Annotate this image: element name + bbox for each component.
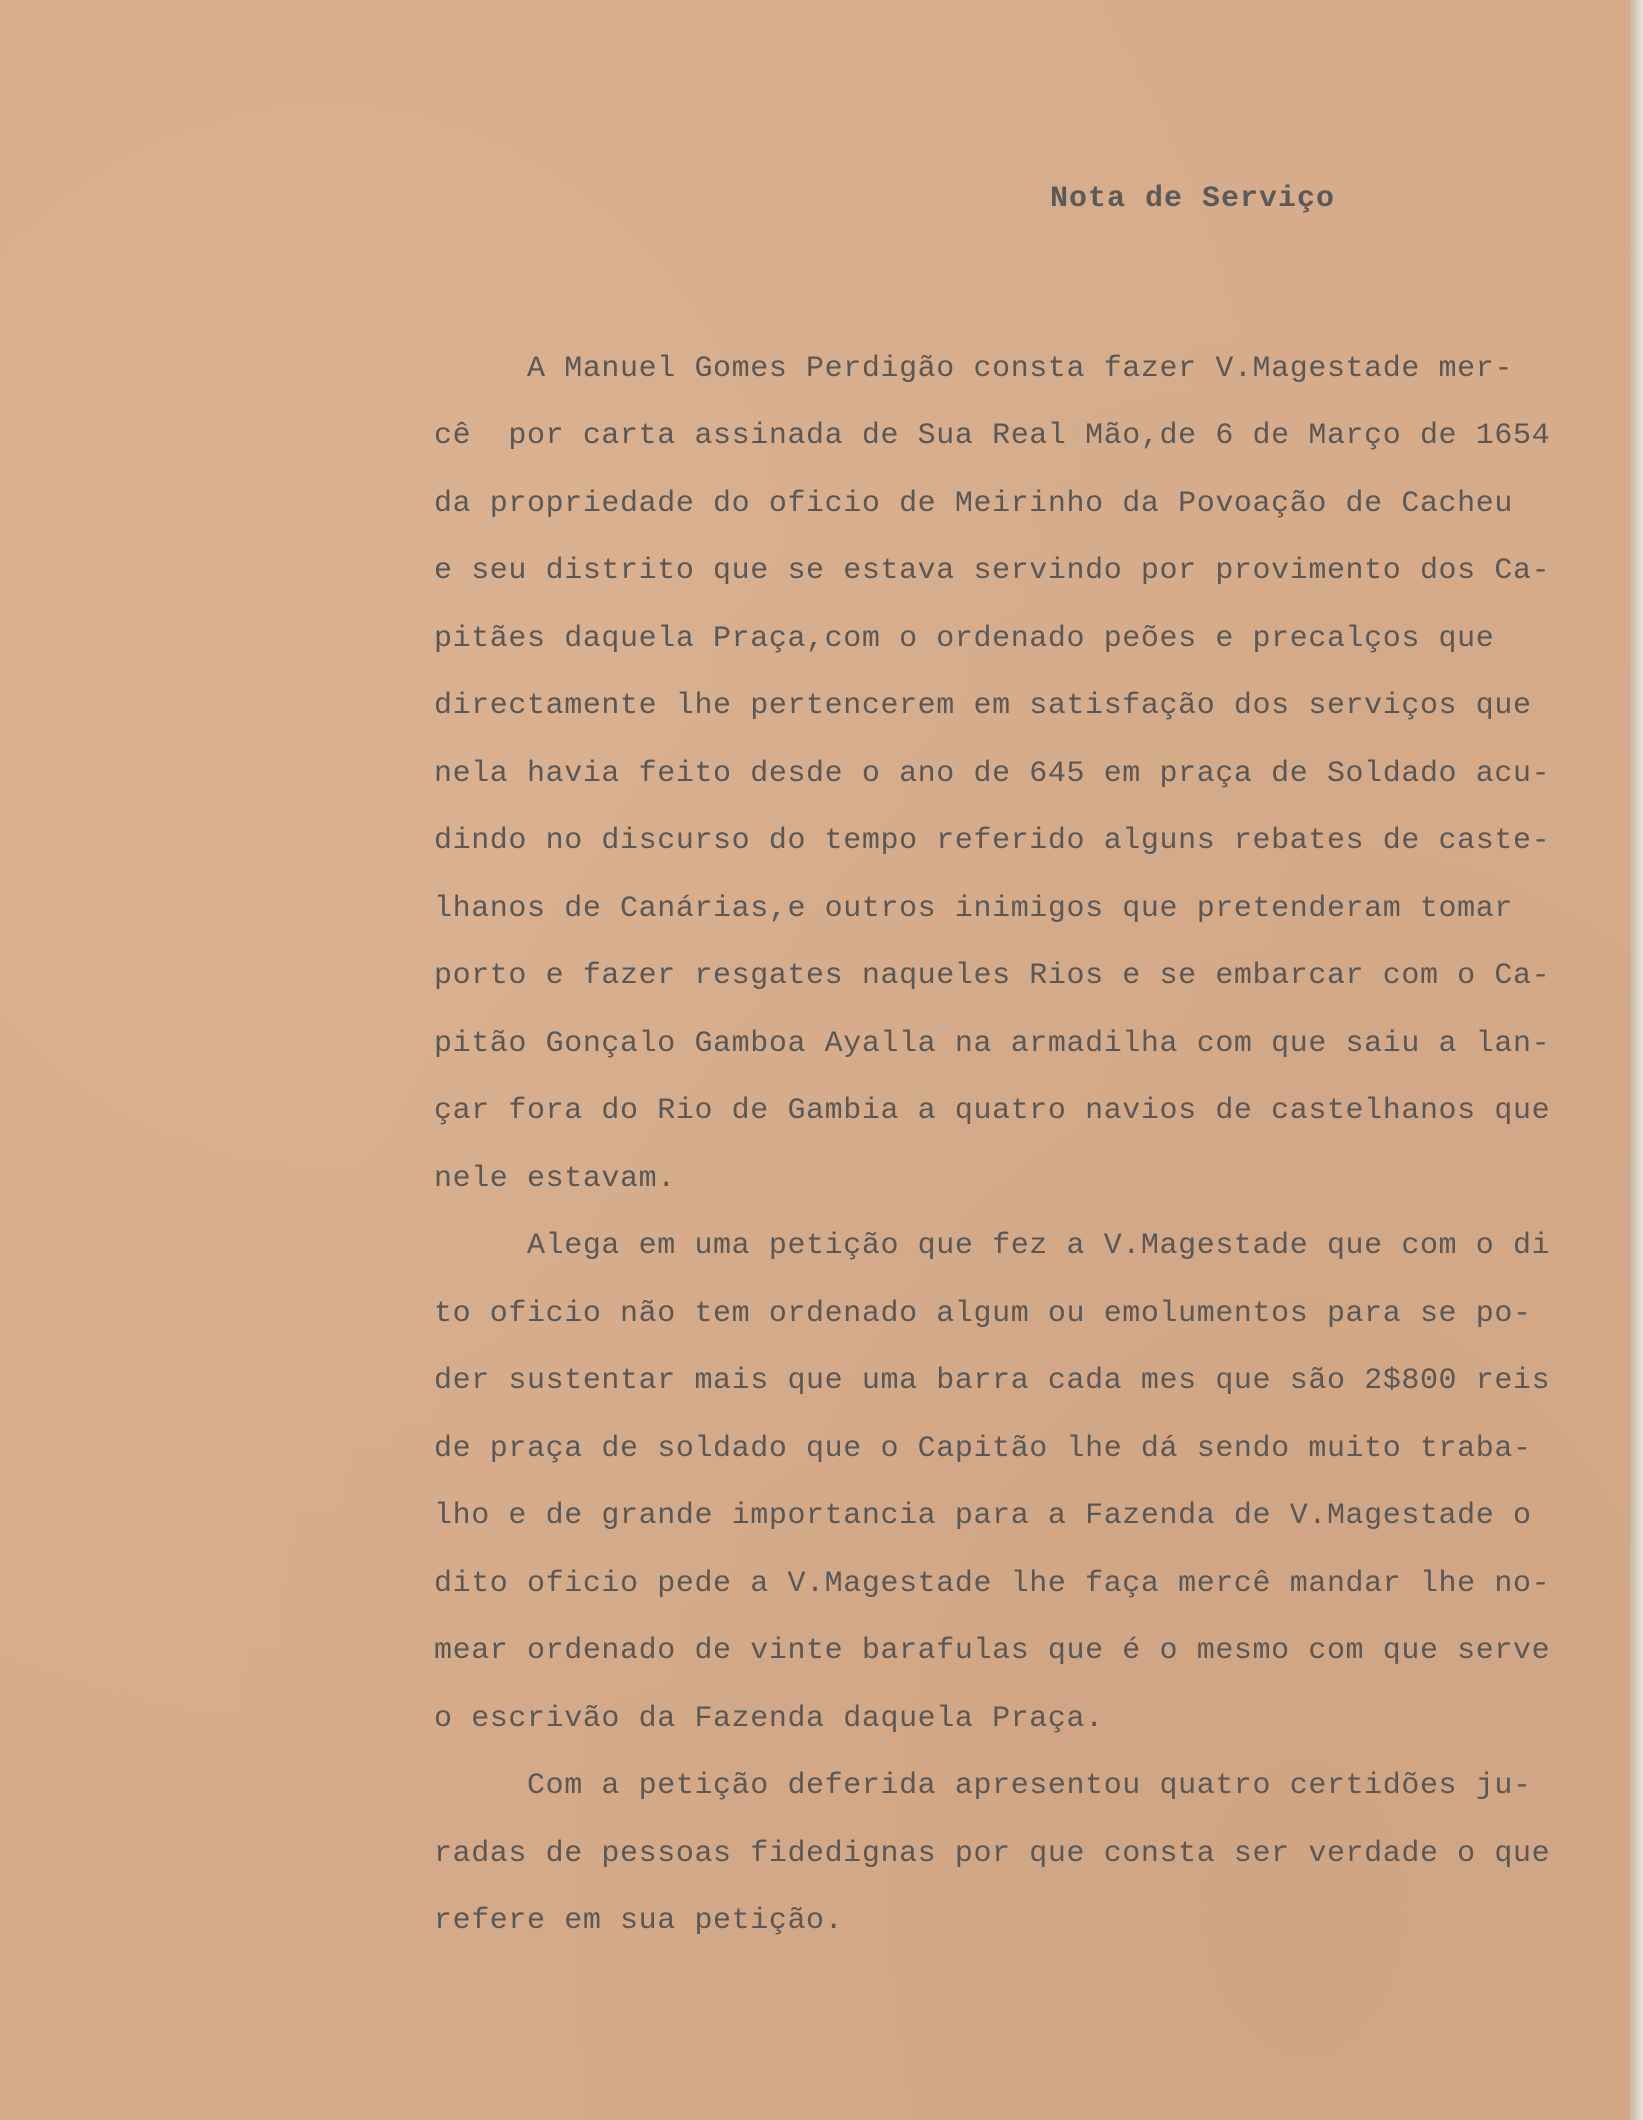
body-line: Com a petição deferida apresentou quatro certidões ju- [434, 1769, 1532, 1803]
body-line: porto e fazer resgates naqueles Rios e se embarcar com o Ca- [434, 959, 1551, 993]
body-line: de praça de soldado que o Capitão lhe dá sendo muito traba- [434, 1432, 1532, 1466]
body-line: dindo no discurso do tempo referido alguns rebates de caste- [434, 824, 1551, 858]
body-line: e seu distrito que se estava servindo por provimento dos Ca- [434, 554, 1551, 588]
body-line: directamente lhe pertencerem em satisfação dos serviços que [434, 689, 1532, 723]
body-line: dito oficio pede a V.Magestade lhe faça mercê mandar lhe no- [434, 1567, 1551, 1601]
body-line: Alega em uma petição que fez a V.Magestade que com o di [434, 1229, 1551, 1263]
body-line: cê por carta assinada de Sua Real Mão,de 6 de Março de 1654 [434, 419, 1551, 453]
body-line: to oficio não tem ordenado algum ou emolumentos para se po- [434, 1297, 1532, 1331]
body-line: nela havia feito desde o ano de 645 em praça de Soldado acu- [434, 757, 1551, 791]
page-edge [1630, 0, 1643, 2120]
body-line: o escrivão da Fazenda daquela Praça. [434, 1702, 1104, 1736]
body-line: pitães daquela Praça,com o ordenado peões e precalços que [434, 622, 1495, 656]
body-line: mear ordenado de vinte barafulas que é o mesmo com que serve [434, 1634, 1551, 1668]
body-line: çar fora do Rio de Gambia a quatro navios de castelhanos que [434, 1094, 1551, 1128]
body-line: der sustentar mais que uma barra cada mes que são 2$800 reis [434, 1364, 1551, 1398]
body-line: radas de pessoas fidedignas por que consta ser verdade o que [434, 1837, 1551, 1871]
body-line: refere em sua petição. [434, 1904, 844, 1938]
body-line: A Manuel Gomes Perdigão consta fazer V.Magestade mer- [434, 352, 1513, 386]
body-line: lhanos de Canárias,e outros inimigos que pretenderam tomar [434, 892, 1513, 926]
body-line: pitão Gonçalo Gamboa Ayalla na armadilha com que saiu a lan- [434, 1027, 1551, 1061]
body-line: nele estavam. [434, 1162, 676, 1196]
document-title: Nota de Serviço [1050, 182, 1336, 216]
body-line: da propriedade do oficio de Meirinho da Povoação de Cacheu [434, 487, 1513, 521]
body-line: lho e de grande importancia para a Fazenda de V.Magestade o [434, 1499, 1532, 1533]
